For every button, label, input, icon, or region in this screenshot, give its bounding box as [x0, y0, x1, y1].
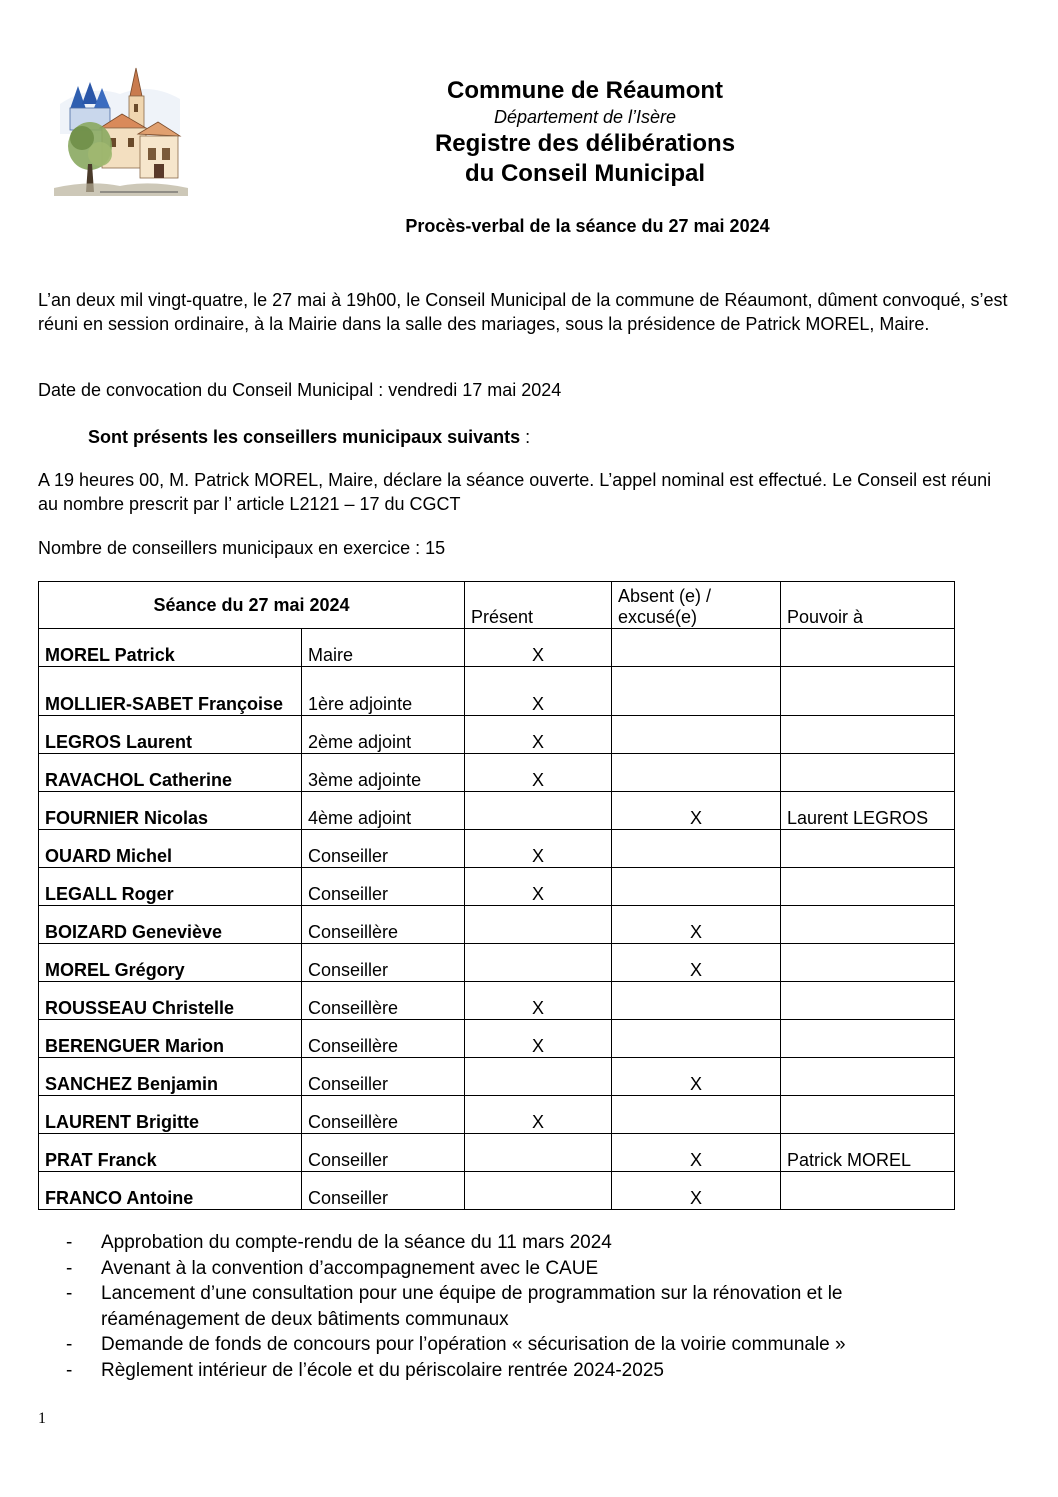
member-name: OUARD Michel — [39, 830, 302, 868]
agenda-item — [66, 1332, 966, 1358]
member-name: LEGROS Laurent — [39, 716, 302, 754]
pouvoir-cell — [781, 906, 955, 944]
pv-title: Procès-verbal de la séance du 27 mai 2024 — [405, 216, 770, 236]
commune-logo — [50, 64, 192, 206]
member-name: MOREL Grégory — [39, 944, 302, 982]
pouvoir-cell — [781, 1058, 955, 1096]
table-row — [39, 1096, 955, 1134]
header-absent: Absent (e) / excusé(e) — [612, 582, 781, 629]
presents-heading-text: Sont présents les conseillers municipaux suivants — [88, 427, 521, 447]
member-name: FOURNIER Nicolas — [39, 792, 302, 830]
agenda-item-text: Lancement d’une consultation pour une équipe de programmation sur la rénovation et le réaménagement de deux bâtiments communaux — [101, 1283, 843, 1330]
table-row — [39, 1134, 955, 1172]
document-header — [330, 76, 840, 188]
member-name: MOREL Patrick — [39, 629, 302, 667]
member-role: Conseillère — [302, 906, 465, 944]
agenda-dash: - — [66, 1334, 73, 1355]
intro-paragraph: L’an deux mil vingt-quatre, le 27 mai à 19h00, le Conseil Municipal de la commune de Réaumont, dûment convoqué, s’est réuni en session ordinaire, à la Mairie dans la salle des mariages, sous la présidence de Patrick MOREL, Maire. — [38, 290, 1008, 334]
absent-mark — [612, 629, 781, 667]
absent-mark — [612, 982, 781, 1020]
absent-mark: X — [612, 1058, 781, 1096]
table-row — [39, 944, 955, 982]
nombre-conseillers: Nombre de conseillers municipaux en exercice : 15 — [38, 538, 446, 558]
member-role: Conseiller — [302, 1134, 465, 1172]
absent-mark — [612, 868, 781, 906]
present-mark: X — [465, 982, 612, 1020]
pouvoir-cell — [781, 1020, 955, 1058]
registre-title-line2: du Conseil Municipal — [464, 160, 705, 187]
commune-title: Commune de Réaumont — [446, 77, 724, 104]
member-role: Conseillère — [302, 982, 465, 1020]
pouvoir-cell — [781, 1172, 955, 1210]
table-row — [39, 716, 955, 754]
member-role: 4ème adjoint — [302, 792, 465, 830]
table-header-row — [39, 582, 955, 629]
agenda-item — [66, 1358, 966, 1384]
absent-mark — [612, 1020, 781, 1058]
member-name: BERENGUER Marion — [39, 1020, 302, 1058]
page-number: 1 — [38, 1410, 46, 1427]
appel-paragraph: A 19 heures 00, M. Patrick MOREL, Maire, déclare la séance ouverte. L’appel nominal est effectué. Le Conseil est réuni au nombre prescrit par l’ article L2121 – 17 du CGCT — [38, 470, 992, 514]
absent-mark: X — [612, 1134, 781, 1172]
member-name: RAVACHOL Catherine — [39, 754, 302, 792]
header-pouvoir: Pouvoir à — [781, 582, 955, 629]
member-name: LEGALL Roger — [39, 868, 302, 906]
agenda-item-text: Demande de fonds de concours pour l’opération « sécurisation de la voirie communale » — [101, 1334, 846, 1355]
present-mark: X — [465, 868, 612, 906]
member-role: Conseiller — [302, 1058, 465, 1096]
table-row — [39, 830, 955, 868]
present-mark: X — [465, 716, 612, 754]
departement-subtitle: Département de l’Isère — [493, 107, 677, 127]
member-role: Conseiller — [302, 868, 465, 906]
table-row — [39, 629, 955, 667]
member-name: ROUSSEAU Christelle — [39, 982, 302, 1020]
attendance-table — [38, 581, 955, 1210]
pouvoir-cell — [781, 754, 955, 792]
member-role: Maire — [302, 629, 465, 667]
table-row — [39, 868, 955, 906]
member-name: SANCHEZ Benjamin — [39, 1058, 302, 1096]
table-row — [39, 1020, 955, 1058]
absent-mark: X — [612, 792, 781, 830]
agenda-item — [66, 1256, 966, 1282]
header-present: Présent — [465, 582, 612, 629]
agenda-dash: - — [66, 1359, 73, 1381]
agenda-item-text: Règlement intérieur de l’école et du périscolaire rentrée 2024-2025 — [101, 1359, 664, 1381]
table-row — [39, 1058, 955, 1096]
present-mark — [465, 1058, 612, 1096]
member-role: Conseiller — [302, 944, 465, 982]
member-name: BOIZARD Geneviève — [39, 906, 302, 944]
present-mark — [465, 1172, 612, 1210]
member-role: Conseillère — [302, 1020, 465, 1058]
member-name: PRAT Franck — [39, 1134, 302, 1172]
pouvoir-cell — [781, 716, 955, 754]
member-role: Conseiller — [302, 1172, 465, 1210]
present-mark: X — [465, 1096, 612, 1134]
registre-title-line1: Registre des délibérations — [434, 130, 736, 157]
absent-mark: X — [612, 1172, 781, 1210]
presents-heading — [88, 426, 1058, 450]
pouvoir-cell — [781, 868, 955, 906]
member-role: 1ère adjointe — [302, 667, 465, 716]
agenda-dash: - — [66, 1257, 73, 1279]
pouvoir-cell — [781, 1096, 955, 1134]
table-row — [39, 754, 955, 792]
pouvoir-cell — [781, 667, 955, 716]
header-seance: Séance du 27 mai 2024 — [39, 582, 465, 629]
present-mark: X — [465, 754, 612, 792]
agenda-item — [66, 1281, 966, 1332]
member-role: Conseillère — [302, 1096, 465, 1134]
agenda-list — [66, 1230, 966, 1383]
absent-mark: X — [612, 906, 781, 944]
pouvoir-cell: Patrick MOREL — [781, 1134, 955, 1172]
member-role: 2ème adjoint — [302, 716, 465, 754]
absent-mark — [612, 667, 781, 716]
absent-mark — [612, 716, 781, 754]
table-row — [39, 667, 955, 716]
member-name: FRANCO Antoine — [39, 1172, 302, 1210]
present-mark — [465, 1134, 612, 1172]
pouvoir-cell — [781, 629, 955, 667]
absent-mark — [612, 830, 781, 868]
present-mark: X — [465, 1020, 612, 1058]
agenda-dash: - — [66, 1232, 73, 1253]
present-mark — [465, 906, 612, 944]
present-mark: X — [465, 667, 612, 716]
convocation-date: Date de convocation du Conseil Municipal : vendredi 17 mai 2024 — [38, 380, 562, 400]
agenda-item — [66, 1230, 966, 1256]
member-name: LAURENT Brigitte — [39, 1096, 302, 1134]
agenda-item-text: Avenant à la convention d’accompagnement avec le CAUE — [101, 1257, 599, 1279]
present-mark — [465, 792, 612, 830]
present-mark: X — [465, 629, 612, 667]
absent-mark — [612, 754, 781, 792]
member-role: Conseiller — [302, 830, 465, 868]
absent-mark — [612, 1096, 781, 1134]
agenda-dash: - — [66, 1283, 73, 1304]
present-mark — [465, 944, 612, 982]
pouvoir-cell — [781, 944, 955, 982]
member-role: 3ème adjointe — [302, 754, 465, 792]
pouvoir-cell — [781, 982, 955, 1020]
absent-mark: X — [612, 944, 781, 982]
table-row — [39, 906, 955, 944]
member-name: MOLLIER-SABET Françoise — [39, 667, 302, 716]
table-row — [39, 982, 955, 1020]
present-mark: X — [465, 830, 612, 868]
table-row — [39, 1172, 955, 1210]
agenda-item-text: Approbation du compte-rendu de la séance du 11 mars 2024 — [101, 1232, 612, 1253]
pouvoir-cell: Laurent LEGROS — [781, 792, 955, 830]
table-row — [39, 792, 955, 830]
pouvoir-cell — [781, 830, 955, 868]
presents-heading-colon: : — [520, 427, 531, 447]
